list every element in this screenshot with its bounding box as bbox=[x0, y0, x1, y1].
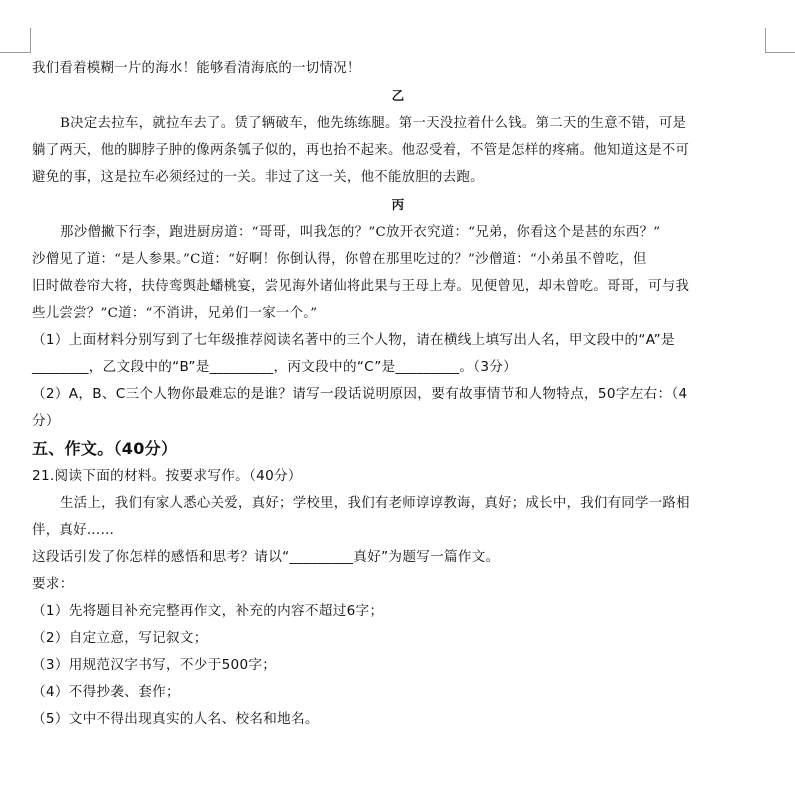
passage-bing-line: 沙僧见了道：“是人参果。”C道：“好啊！你倒认得，你曾在那里吃过的？”沙僧道：“小弟虽不曾吃，但 bbox=[32, 252, 647, 267]
passage-bing-title: 丙 bbox=[391, 197, 405, 212]
writing-prompt: 这段话引发了你怎样的感悟和思考？请以“_________真好”为题写一篇作文。 bbox=[32, 549, 500, 565]
requirement-item: （4）不得抄袭、套作； bbox=[32, 684, 180, 700]
page-corner-mark-top-right bbox=[765, 28, 795, 53]
question-21-title: 21.阅读下面的材料。按要求写作。（40分） bbox=[32, 468, 302, 484]
writing-material-line: 生活上，我们有家人悉心关爱，真好；学校里，我们有老师谆谆教诲，真好；成长中，我们有同学一路相 bbox=[60, 496, 690, 511]
passage-bing-line: 些儿尝尝？”C道：“不消讲，兄弟们一家一个。” bbox=[32, 306, 318, 321]
passage-bing-line: 那沙僧撇下行李，跑进厨房道：“哥哥，叫我怎的？”C放开衣究道：“兄弟，你看这个是甚的东西？” bbox=[60, 225, 661, 240]
document-page bbox=[32, 55, 764, 733]
question-1-line: （1）上面材料分别写到了七年级推荐阅读名著中的三个人物，请在横线上填写出人名，甲文段中的“A”是 bbox=[32, 332, 675, 348]
passage-bing-line: 旧时做卷帘大将，扶侍鸾舆赴蟠桃宴，尝见海外诸仙将此果与王母上寿。见便曾见，却未曾吃。哥哥，可与我 bbox=[32, 279, 690, 294]
page-corner-mark-top-left bbox=[0, 28, 31, 53]
question-1-line: ________，乙文段中的“B”是_________，丙文段中的“C”是_________。（3分） bbox=[32, 359, 518, 375]
passage-jia-tail: 我们看着模糊一片的海水！能够看清海底的一切情况！ bbox=[32, 61, 361, 76]
requirement-item: （2）自定立意，写记叙文； bbox=[32, 630, 208, 646]
question-2-line: （2）A，B、C三个人物你最难忘的是谁？请写一段话说明原因，要有故事情节和人物特点，50字左右：（4 bbox=[32, 386, 688, 402]
requirement-item: （1）先将题目补充完整再作文，补充的内容不超过6字； bbox=[32, 603, 384, 619]
requirements-label: 要求： bbox=[32, 576, 74, 592]
section-5-heading: 五、作文。（40分） bbox=[32, 439, 178, 458]
passage-yi-line: B决定去拉车，就拉车去了。赁了辆破车，他先练练腿。第一天没拉着什么钱。第二天的生意不错，可是 bbox=[60, 116, 687, 131]
passage-yi-line: 躺了两天，他的脚脖子肿的像两条瓠子似的，再也抬不起来。他忍受着，不管是怎样的疼痛。他知道这是不可 bbox=[32, 143, 690, 158]
question-2-line: 分） bbox=[32, 413, 60, 429]
requirement-item: （5）文中不得出现真实的人名、校名和地名。 bbox=[32, 711, 319, 727]
writing-material-line: 伴，真好…… bbox=[32, 523, 115, 538]
requirement-item: （3）用规范汉字书写，不少于500字； bbox=[32, 657, 277, 673]
passage-yi-title: 乙 bbox=[391, 88, 405, 103]
passage-yi-line: 避免的事，这是拉车必须经过的一关。非过了这一关，他不能放胆的去跑。 bbox=[32, 170, 484, 185]
